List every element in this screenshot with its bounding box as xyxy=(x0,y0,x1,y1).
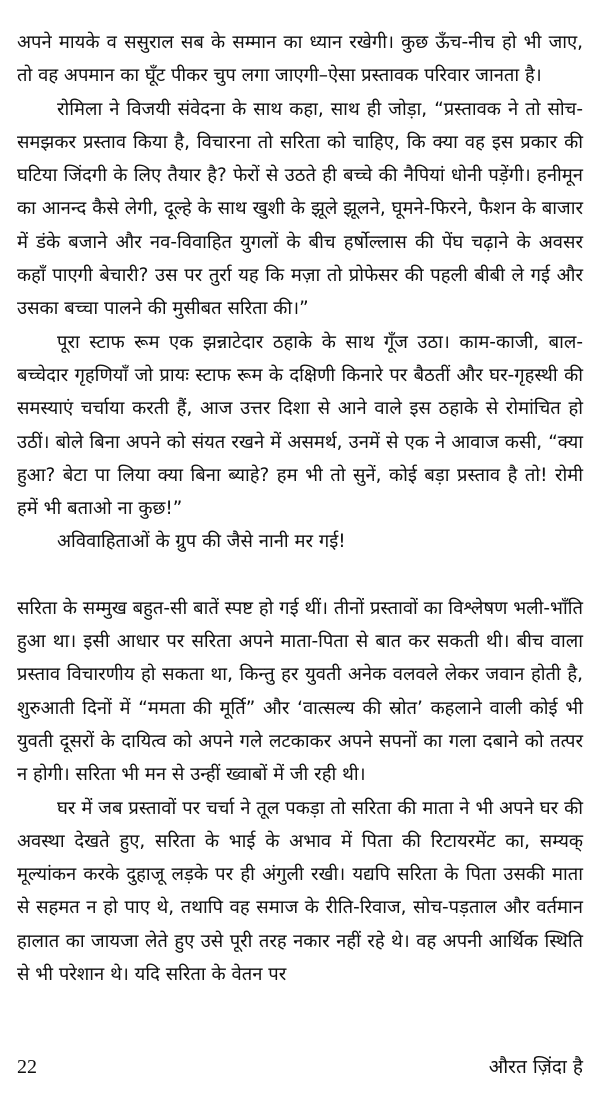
page-footer xyxy=(17,1052,583,1082)
paragraph-romila-remark: रोमिला ने विजयी संवेदना के साथ कहा, साथ ही जोड़ा, “प्रस्तावक ने तो सोच-समझकर प्रस्ताव किया है, विचारना तो सरिता को चाहिए, कि क्या वह इस प्रकार की घटिया जिंदगी के लिए तैयार है? फेरों से उठते ही बच्चे की नैपियां धोनी पड़ेंगी। हनीमून का आनन्द कैसे लेगी, दूल्हे के साथ खुशी के झूले झूलने, घूमने-फिरने, फैशन के बाजार में डंके बजाने और नव-विवाहित युगलों के बीच हर्षोल्लास की पेंघ चढ़ाने के अवसर कहाँ पाएगी बेचारी? उस पर तुर्रा यह कि मज़ा तो प्रोफेसर की पहली बीबी ले गई और उसका बच्चा पालने की मुसीबत सरिता की।” xyxy=(17,98,583,320)
paragraph-staff-room-laughter: पूरा स्टाफ रूम एक झन्नाटेदार ठहाके के साथ गूँज उठा। काम-काजी, बाल-बच्चेदार गृहणियाँ जो प्रायः स्टाफ रूम के दक्षिणी किनारे पर बैठतीं और घर-गृहस्थी की समस्याएं चर्चाया करती हैं, आज उत्तर दिशा से आने वाले इस ठहाके से रोमांचित हो उठीं। बोले बिना अपने को संयत रखने में असमर्थ, उनमें से एक ने आवाज कसी, “क्या हुआ? बेटा पा लिया क्या बिना ब्याहे? हम भी तो सुनें, कोई बड़ा प्रस्ताव है तो! रोमी हमें भी बताओ ना कुछ!” xyxy=(17,331,583,520)
page-number: 22 xyxy=(17,1056,37,1078)
paragraph-sarita-clarity: सरिता के सम्मुख बहुत-सी बातें स्पष्ट हो गई थीं। तीनों प्रस्तावों का विश्लेषण भली-भाँति हुआ था। इसी आधार पर सरिता अपने माता-पिता से बात कर सकती थी। बीच वाला प्रस्ताव विचारणीय हो सकता था, किन्तु हर युवती अनेक वलवले लेकर जवान होती है, शुरुआती दिनों में “ममता की मूर्ति” और ‘वात्सल्य की स्रोत’ कहलाने वाली कोई भी युवती दूसरों के दायित्व को अपने गले लटकाकर अपने सपनों का गला दबाने को तत्पर न होगी। सरिता भी मन से उन्हीं ख्वाबों में जी रही थी। xyxy=(17,597,583,786)
paragraph-continued: अपने मायके व ससुराल सब के सम्मान का ध्यान रखेगी। कुछ ऊँच-नीच हो भी जाए, तो वह अपमान का घूँट पीकर चुप लगा जाएगी–ऐसा प्रस्तावक परिवार जानता है। xyxy=(17,32,583,87)
paragraph-home-discussion: घर में जब प्रस्तावों पर चर्चा ने तूल पकड़ा तो सरिता की माता ने भी अपने घर की अवस्था देखते हुए, सरिता के भाई के अभाव में पिता की रिटायरमेंट का, सम्यक् मूल्यांकन करके दुहाजू लड़के पर ही अंगुली रखी। यद्यपि सरिता के पिता उसकी माता से सहमत न हो पाए थे, तथापि वह समाज के रीति-रिवाज, सोच-पड़ताल और वर्तमान हालात का जायजा लेते हुए उसे पूरी तरह नकार नहीं रहे थे। वह अपनी आर्थिक स्थिति से भी परेशान थे। यदि सरिता के वेतन पर xyxy=(17,797,583,986)
paragraph-unmarried-group: अविवाहिताओं के ग्रुप की जैसे नानी मर गई! xyxy=(57,531,346,553)
book-page-text xyxy=(17,26,583,991)
running-title: औरत ज़िंदा है xyxy=(488,1056,583,1078)
